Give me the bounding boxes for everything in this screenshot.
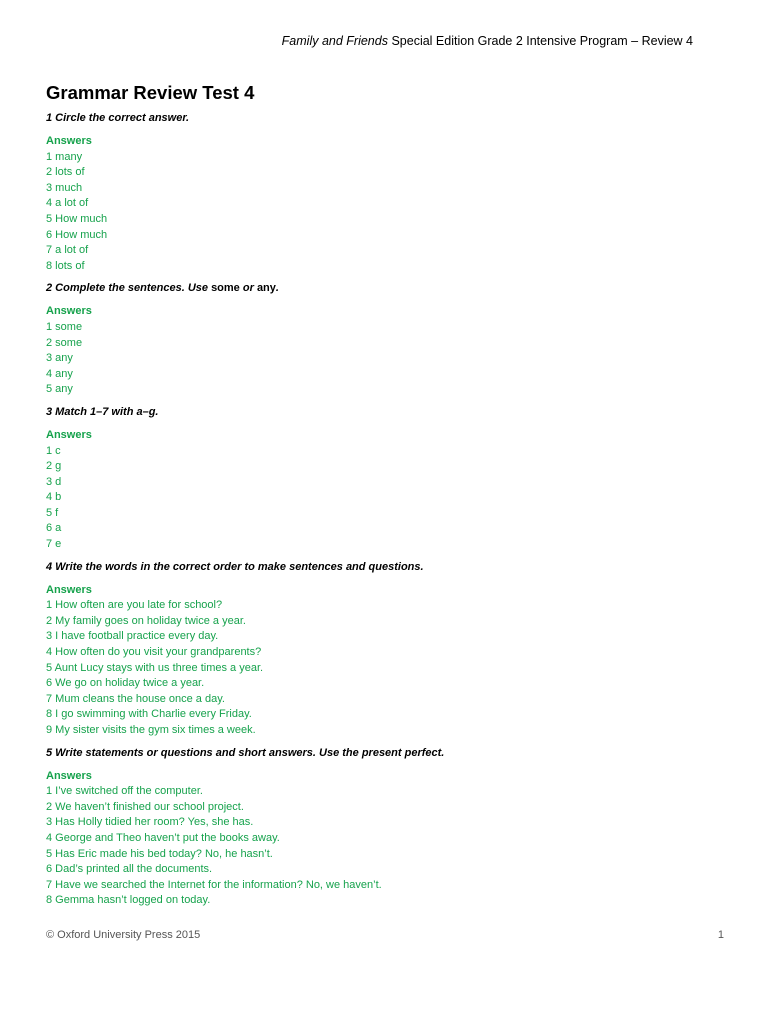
question-2-keyword: any bbox=[256, 282, 276, 295]
answer-line: 5 any bbox=[46, 383, 73, 396]
answer-line: 2 My family goes on holiday twice a year. bbox=[46, 614, 246, 627]
answer-line: 1 How often are you late for school? bbox=[46, 599, 223, 612]
section-2 bbox=[46, 281, 726, 398]
answer-line: 5 Has Eric made his bed today? No, he hasn’t. bbox=[46, 847, 273, 860]
header-book-title: Family and Friends bbox=[281, 34, 388, 48]
answer-line: 8 I go swimming with Charlie every Friday. bbox=[46, 708, 252, 721]
document-body bbox=[46, 111, 726, 909]
answer-line: 2 some bbox=[46, 336, 83, 349]
answer-line: 5 Aunt Lucy stays with us three times a year. bbox=[46, 661, 264, 674]
answer-line: 2 lots of bbox=[46, 166, 85, 179]
answer-line: 5 How much bbox=[46, 212, 108, 225]
answers-heading: Answers bbox=[46, 583, 92, 596]
answer-line: 8 Gemma hasn’t logged on today. bbox=[46, 894, 211, 907]
answer-line: 4 George and Theo haven’t put the books away. bbox=[46, 831, 280, 844]
question-2-part: . bbox=[275, 282, 279, 295]
question-2-part: or bbox=[239, 282, 257, 295]
answer-line: 7 Have we searched the Internet for the information? No, we haven’t. bbox=[46, 878, 382, 891]
question-5: 5 Write statements or questions and short answers. Use the present perfect. bbox=[46, 746, 445, 759]
answer-line: 3 any bbox=[46, 352, 73, 365]
copyright-notice: © Oxford University Press 2015 bbox=[46, 929, 201, 941]
answers-heading: Answers bbox=[46, 428, 92, 441]
section-5 bbox=[46, 746, 726, 909]
question-2-part: 2 Complete the sentences. Use bbox=[46, 282, 212, 295]
section-1 bbox=[46, 111, 726, 274]
answers-heading: Answers bbox=[46, 305, 92, 318]
answer-line: 6 Dad’s printed all the documents. bbox=[46, 863, 213, 876]
page-number: 1 bbox=[717, 929, 724, 941]
question-1: 1 Circle the correct answer. bbox=[46, 112, 190, 124]
section-3 bbox=[46, 405, 726, 553]
answer-line: 1 I’ve switched off the computer. bbox=[46, 785, 203, 798]
answer-line: 4 any bbox=[46, 367, 73, 380]
answer-line: 3 much bbox=[46, 181, 83, 194]
page-header bbox=[282, 34, 693, 48]
answers-heading: Answers bbox=[46, 769, 92, 782]
answer-line: 7 a lot of bbox=[46, 244, 89, 257]
answer-line: 6 How much bbox=[46, 228, 108, 241]
answer-line: 4 a lot of bbox=[46, 197, 89, 210]
question-2-keyword: some bbox=[211, 282, 240, 295]
answer-line: 4 How often do you visit your grandparents? bbox=[46, 646, 262, 659]
header-subtitle: Special Edition Grade 2 Intensive Program – Review 4 bbox=[391, 34, 693, 48]
answer-line: 2 We haven’t finished our school project. bbox=[46, 800, 244, 813]
answer-line: 1 c bbox=[46, 444, 61, 457]
question-3: 3 Match 1–7 with a–g. bbox=[46, 405, 159, 418]
question-2 bbox=[46, 281, 726, 296]
answer-line: 1 many bbox=[46, 150, 83, 163]
answer-line: 3 Has Holly tidied her room? Yes, she has. bbox=[46, 816, 254, 829]
answer-line: 4 b bbox=[46, 491, 62, 504]
answer-line: 9 My sister visits the gym six times a week. bbox=[46, 724, 256, 736]
answer-line: 5 f bbox=[46, 506, 59, 519]
answers-heading: Answers bbox=[46, 135, 92, 147]
answer-line: 3 I have football practice every day. bbox=[46, 630, 219, 643]
question-4: 4 Write the words in the correct order to make sentences and questions. bbox=[46, 560, 424, 573]
answer-line: 1 some bbox=[46, 320, 83, 333]
answer-line: 6 We go on holiday twice a year. bbox=[46, 677, 205, 690]
answer-line: 2 g bbox=[46, 460, 62, 473]
answer-line: 7 e bbox=[46, 538, 62, 551]
answer-line: 8 lots of bbox=[46, 259, 85, 272]
page-title: Grammar Review Test 4 bbox=[46, 82, 255, 103]
answer-line: 3 d bbox=[46, 475, 62, 488]
section-4 bbox=[46, 560, 726, 739]
answer-line: 6 a bbox=[46, 522, 62, 535]
answer-line: 7 Mum cleans the house once a day. bbox=[46, 692, 225, 705]
